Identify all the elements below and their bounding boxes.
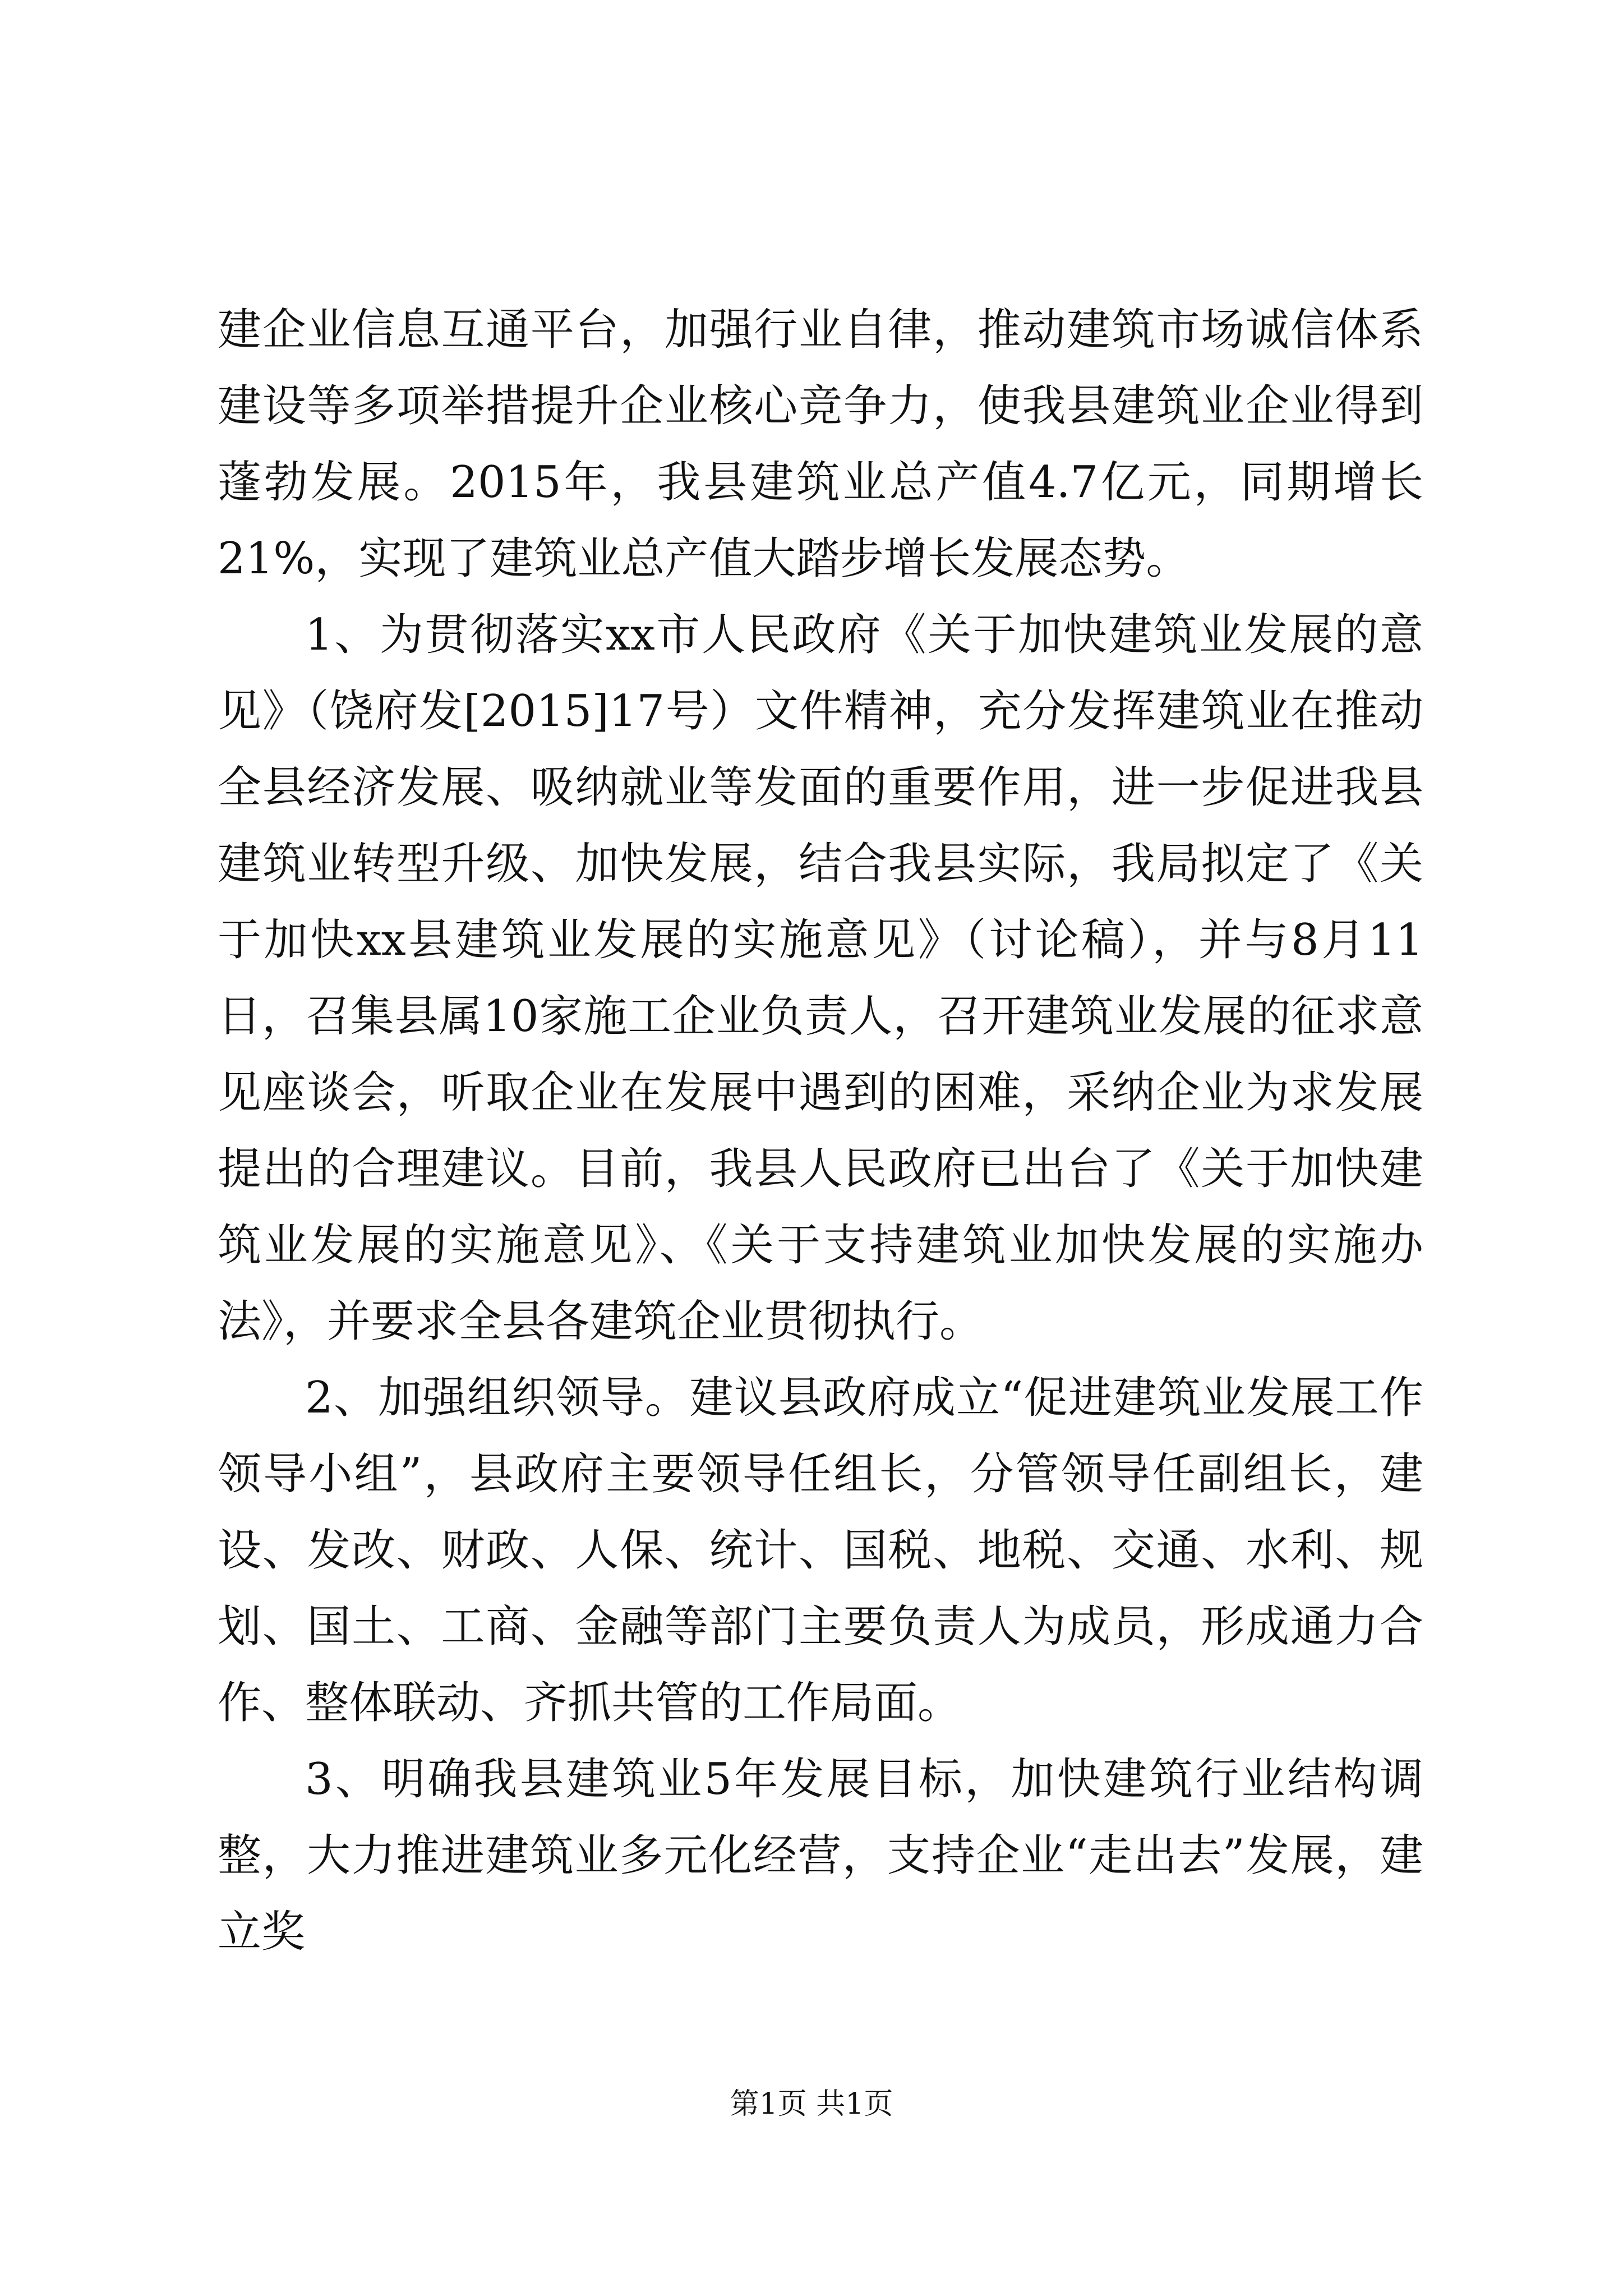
document-body <box>218 292 1423 1970</box>
page-footer: 第1页 共1页 <box>730 2087 893 2121</box>
paragraph-item-2: 2、加强组织领导。建议县政府成立“促进建筑业发展工作领导小组”，县政府主要领导任组长，分管领导任副组长，建设、发改、财政、人保、统计、国税、地税、交通、水利、规划、国土、工商、金融等部门主要负责人为成员，形成通力合作、整体联动、齐抓共管的工作局面。 <box>218 1373 1423 1728</box>
paragraph-item-1: 1、为贯彻落实xx市人民政府《关于加快建筑业发展的意见》（饶府发[2015]17号）文件精神，充分发挥建筑业在推动全县经济发展、吸纳就业等发面的重要作用，进一步促进我县建筑业转型升级、加快发展，结合我县实际，我局拟定了《关于加快xx县建筑业发展的实施意见》（讨论稿），并与8月11日，召集县属10家施工企业负责人，召开建筑业发展的征求意见座谈会，听取企业在发展中遇到的困难，采纳企业为求发展提出的合理建议。目前，我县人民政府已出台了《关于加快建筑业发展的实施意见》、《关于支持建筑业加快发展的实施办法》，并要求全县各建筑企业贯彻执行。 <box>218 610 1423 1347</box>
paragraph-continuation: 建企业信息互通平台，加强行业自律，推动建筑市场诚信体系建设等多项举措提升企业核心竞争力，使我县建筑业企业得到蓬勃发展。2015年，我县建筑业总产值4.7亿元，同期增长21%，实现了建筑业总产值大踏步增长发展态势。 <box>218 305 1423 584</box>
paragraph-item-3: 3、明确我县建筑业5年发展目标，加快建筑行业结构调整，大力推进建筑业多元化经营，支持企业“走出去”发展，建立奖 <box>218 1754 1423 1957</box>
